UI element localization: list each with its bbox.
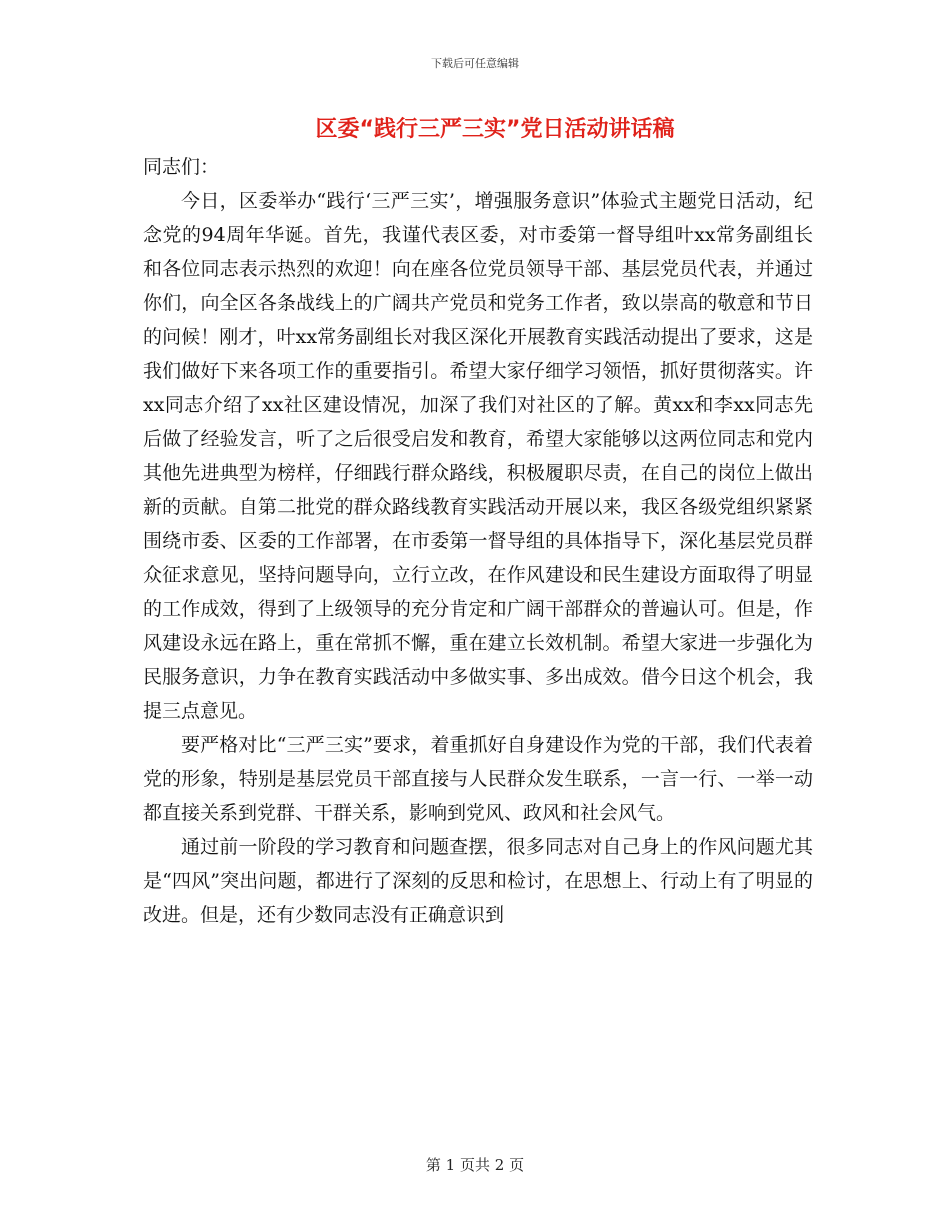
paragraph-3: 通过前一阶段的学习教育和问题查摆，很多同志对自己身上的作风问题尤其是“四风”突出问题，都进行了深刻的反思和检讨，在思想上、行动上有了明显的改进。但是，还有少数同志没有正确意识到 — [143, 836, 813, 926]
document-body — [143, 150, 813, 932]
page-number: 第 1 页共 2 页 — [425, 1156, 525, 1174]
document-title: 区委“践行三严三实”党日活动讲话稿 — [315, 117, 675, 142]
header-note: 下载后可任意编辑 — [431, 57, 519, 70]
paragraph-1: 今日，区委举办“践行‘三严三实’，增强服务意识”体验式主题党日活动，纪念党的94周年华诞。首先，我谨代表区委，对市委第一督导组叶xx常务副组长和各位同志表示热烈的欢迎！向在座各位党员领导干部、基层党员代表，并通过你们，向全区各条战线上的广阔共产党员和党务工作者，致以崇高的敬意和节日的问候！刚才，叶xx常务副组长对我区深化开展教育实践活动提出了要求，这是我们做好下来各项工作的重要指引。希望大家仔细学习领悟，抓好贯彻落实。许xx同志介绍了xx社区建设情况，加深了我们对社区的了解。黄xx和李xx同志先后做了经验发言，听了之后很受启发和教育，希望大家能够以这两位同志和党内其他先进典型为榜样，仔细践行群众路线，积极履职尽责，在自己的岗位上做出新的贡献。自第二批党的群众路线教育实践活动开展以来，我区各级党组织紧紧围绕市委、区委的工作部署，在市委第一督导组的具体指导下，深化基层党员群众征求意见，坚持问题导向，立行立改，在作风建设和民生建设方面取得了明显的工作成效，得到了上级领导的充分肯定和广阔干部群众的普遍认可。但是，作风建设永远在路上，重在常抓不懈，重在建立长效机制。希望大家进一步强化为民服务意识，力争在教育实践活动中多做实事、多出成效。借今日这个机会，我提三点意见。 — [143, 190, 813, 722]
paragraph-2: 要严格对比“三严三实”要求，着重抓好自身建设作为党的干部，我们代表着党的形象，特别是基层党员干部直接与人民群众发生联系，一言一行、一举一动都直接关系到党群、干群关系，影响到党风、政风和社会风气。 — [143, 734, 813, 824]
salutation: 同志们： — [143, 156, 220, 178]
